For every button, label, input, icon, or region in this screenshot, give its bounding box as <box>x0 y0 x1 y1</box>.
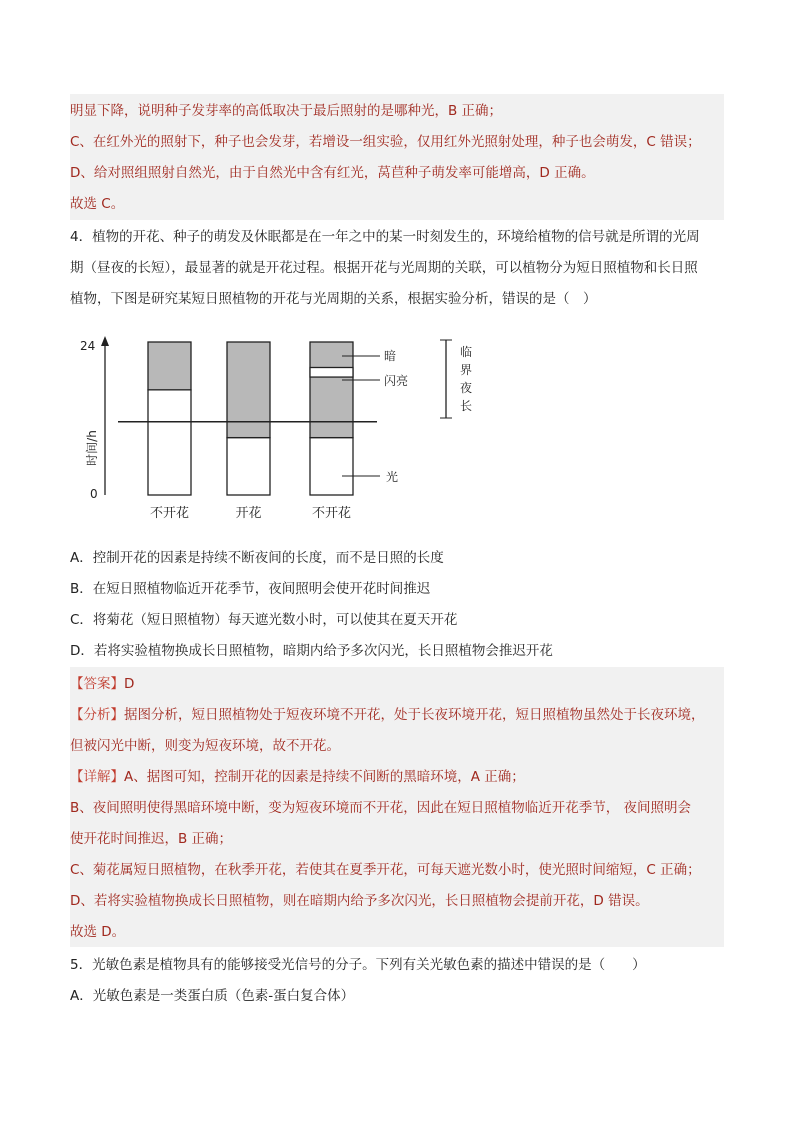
bar-label: 开花 <box>235 506 262 521</box>
q4-option-b: B．在短日照植物临近开花季节，夜间照明会使开花时间推迟 <box>70 581 431 597</box>
prev-answer-line: 明显下降，说明种子发芽率的高低取决于最后照射的是哪种光，B 正确； <box>70 103 503 119</box>
critical-label-char: 界 <box>460 363 473 377</box>
dark-segment <box>227 342 270 438</box>
q4-detail-line: 使开花时间推迟，B 正确； <box>70 831 233 847</box>
q4-stem-line: 4．植物的开花、种子的萌发及休眠都是在一年之中的某一时刻发生的，环境给植物的信号就是所谓的光周 <box>70 229 700 245</box>
prev-answer-line: C、在红外光的照射下，种子也会发芽，若增设一组实验，仅用红外光照射处理，种子也会萌发，C 错误； <box>70 134 701 150</box>
answer-value: D <box>124 676 135 692</box>
critical-label-char: 临 <box>460 345 473 359</box>
analysis-text: 据图分析，短日照植物处于短夜环境不开花，处于长夜环境开花，短日照植物虽然处于长夜环境， <box>124 707 705 723</box>
answer-tag: 【答案】 <box>70 676 124 692</box>
y-axis-top-label: 24 <box>80 339 96 353</box>
q4-stem-line: 期（昼夜的长短），最显著的就是开花过程。根据开花与光周期的关联，可以植物分为短日照植物和长日照 <box>70 260 698 276</box>
detail-text: A、据图可知，控制开花的因素是持续不间断的黑暗环境，A 正确； <box>124 769 525 785</box>
light-segment <box>227 438 270 495</box>
q4-analysis-line <box>70 705 724 725</box>
critical-label-char: 长 <box>460 399 473 413</box>
analysis-tag: 【分析】 <box>70 707 124 723</box>
light-segment <box>148 390 191 495</box>
q4-detail-line: B、夜间照明使得黑暗环境中断，变为短夜环境而不开花，因此在短日照植物临近开花季节， 夜间照明会 <box>70 800 692 816</box>
prev-answer-line: D、给对照组照射自然光，由于自然光中含有红光，莴苣种子萌发率可能增高，D 正确。 <box>70 165 595 181</box>
q4-detail-line <box>70 767 724 787</box>
legend-flash-label: 闪亮 <box>384 374 409 388</box>
legend-light-label: 光 <box>386 470 399 484</box>
q4-option-d: D．若将实验植物换成长日照植物，暗期内给予多次闪光，长日照植物会推迟开花 <box>70 643 553 659</box>
bar-label: 不开花 <box>311 506 352 521</box>
q4-analysis-line: 但被闪光中断，则变为短夜环境，故不开花。 <box>70 738 340 754</box>
photoperiod-figure <box>80 330 500 530</box>
light-segment <box>310 438 353 495</box>
q5-option-a: A．光敏色素是一类蛋白质（色素-蛋白复合体） <box>70 988 355 1004</box>
dark-segment <box>148 342 191 390</box>
q4-option-c: C．将菊花（短日照植物）每天遮光数小时，可以使其在夏天开花 <box>70 612 458 628</box>
q4-detail-line: 故选 D。 <box>70 924 126 940</box>
q4-answer <box>70 674 724 694</box>
prev-answer-line: 故选 C。 <box>70 196 125 212</box>
q4-option-a: A．控制开花的因素是持续不断夜间的长度，而不是日照的长度 <box>70 550 444 566</box>
y-axis-zero-label: 0 <box>90 487 98 501</box>
detail-tag: 【详解】 <box>70 769 124 785</box>
q4-stem-line: 植物，下图是研究某短日照植物的开花与光周期的关系，根据实验分析，错误的是（ ） <box>70 291 597 307</box>
q5-stem: 5．光敏色素是植物具有的能够接受光信号的分子。下列有关光敏色素的描述中错误的是（ ） <box>70 957 646 973</box>
y-axis-arrow <box>101 336 109 346</box>
critical-label-char: 夜 <box>460 381 473 395</box>
q4-detail-line: C、菊花属短日照植物，在秋季开花，若使其在夏季开花，可每天遮光数小时，使光照时间缩短，C 正确； <box>70 862 701 878</box>
flash-segment <box>310 368 353 378</box>
q4-detail-line: D、若将实验植物换成长日照植物，则在暗期内给予多次闪光，长日照植物会提前开花，D 错误。 <box>70 893 649 909</box>
bar-label: 不开花 <box>149 506 190 521</box>
y-axis-label: 时间/h <box>85 430 99 466</box>
legend-dark-label: 暗 <box>384 349 397 363</box>
